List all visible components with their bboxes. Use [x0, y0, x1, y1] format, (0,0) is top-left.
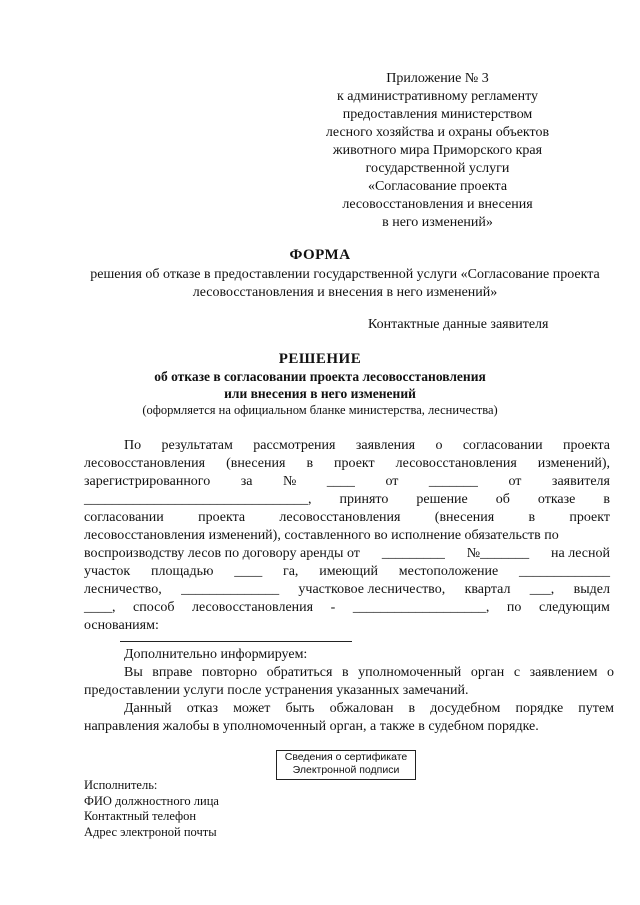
word: имеющий	[319, 564, 378, 579]
word: результатам	[161, 438, 233, 453]
word: лесовосстановления	[192, 600, 314, 615]
word: способ	[133, 600, 175, 615]
appendix-line: лесовосстановления и внесения	[342, 197, 533, 212]
word: порядке	[515, 701, 564, 716]
word: По	[124, 438, 142, 453]
executor-block	[84, 778, 219, 840]
word: в	[341, 665, 349, 680]
word: отказе	[537, 492, 576, 507]
word: лесовосстановления	[395, 456, 517, 471]
word: в	[408, 701, 416, 716]
word: заявителя	[551, 474, 610, 489]
word: согласовании	[84, 510, 164, 525]
appendix-line: в него изменений»	[382, 215, 493, 230]
word: в	[306, 456, 314, 471]
word: путем	[578, 701, 614, 716]
word: может	[233, 701, 271, 716]
blank-field: ____	[234, 564, 263, 579]
word: орган	[470, 665, 505, 680]
word: участковое лесничество,	[298, 582, 446, 597]
word: (внесения	[434, 510, 495, 525]
appendix-line: лесного хозяйства и охраны объектов	[325, 125, 550, 140]
word: по	[506, 600, 522, 615]
word: об	[495, 492, 510, 507]
word: проект	[334, 456, 375, 471]
appendix-line: предоставления министерством	[342, 107, 533, 122]
word: повторно	[201, 665, 258, 680]
word: Данный	[124, 701, 172, 716]
body-line	[84, 545, 610, 563]
word: местоположение	[398, 564, 499, 579]
word: следующим	[538, 600, 610, 615]
word: -	[330, 600, 336, 615]
signature-certificate-box	[276, 750, 416, 780]
blank-field: ____,	[84, 600, 116, 615]
blank-field: ___________________,	[352, 600, 490, 615]
additional-line	[84, 700, 614, 718]
word: с	[513, 665, 521, 680]
body-line: лесовосстановления изменений), составленного во исполнение обязательств по	[84, 528, 559, 543]
form-subtitle: решения об отказе в предоставлении государственной услуги «Согласование проекта лесовосстановления и внесения в него изменений»	[90, 267, 600, 300]
word: в	[603, 492, 610, 507]
word: участок	[84, 564, 131, 579]
decision-body	[84, 437, 610, 635]
word: обратиться	[266, 665, 333, 680]
additional-line	[84, 664, 614, 682]
appendix-line: животного мира Приморского края	[332, 143, 543, 158]
word: обжалован	[329, 701, 394, 716]
word: выдел	[573, 582, 610, 597]
word: га,	[282, 564, 299, 579]
additional-heading: Дополнительно информируем:	[124, 647, 308, 662]
decision-title: РЕШЕНИЕ	[278, 351, 362, 367]
body-line	[84, 473, 610, 491]
word: уполномоченный	[358, 665, 462, 680]
contact-label: Контактные данные заявителя	[368, 317, 549, 332]
appendix-line: государственной услуги	[365, 161, 510, 176]
word: проекта	[563, 438, 610, 453]
word: о	[607, 665, 614, 680]
word: за	[240, 474, 253, 489]
word: от	[385, 474, 399, 489]
word: заявления	[355, 438, 416, 453]
appendix-header	[300, 70, 575, 232]
word: (внесения	[226, 456, 286, 471]
blank-field: _________	[381, 546, 445, 561]
body-line	[84, 581, 610, 599]
grounds-underline	[120, 641, 352, 642]
blank-field: №_______	[466, 546, 530, 561]
word: решение	[416, 492, 468, 507]
word: заявлением	[529, 665, 598, 680]
body-line	[84, 509, 610, 527]
word: рассмотрения	[253, 438, 336, 453]
word: лесничество,	[84, 582, 162, 597]
word: №	[283, 474, 297, 489]
executor-label: Исполнитель:	[84, 778, 158, 792]
word: Вы	[124, 665, 143, 680]
additional-info	[84, 646, 614, 736]
body-line	[84, 563, 610, 581]
word: о	[435, 438, 443, 453]
word: от	[508, 474, 522, 489]
decision-subtitle-line1: об отказе в согласовании проекта лесовосстановления	[154, 369, 486, 384]
blank-field: ________________________________,	[84, 492, 312, 507]
executor-fio: ФИО должностного лица	[84, 793, 219, 808]
word: проекта	[198, 510, 246, 525]
blank-field: _______	[428, 474, 478, 489]
word: воспроизводству лесов по договору аренды от	[84, 546, 360, 561]
word: на лесной	[551, 546, 610, 561]
decision-note: (оформляется на официальном бланке министерства, лесничества)	[142, 403, 498, 417]
blank-field: _____________	[518, 564, 610, 579]
appendix-line: «Согласование проекта	[367, 179, 508, 194]
form-title: ФОРМА	[289, 247, 351, 263]
word: отказ	[186, 701, 218, 716]
word: лесовосстановления	[279, 510, 401, 525]
body-line	[84, 491, 610, 509]
decision-subtitle-line2: или внесения в него изменений	[224, 386, 416, 401]
body-line	[84, 455, 610, 473]
word: досудебном	[430, 701, 501, 716]
signature-box-line1: Сведения о сертификате	[284, 751, 408, 763]
word: вправе	[152, 665, 193, 680]
executor-phone: Контактный телефон	[84, 809, 197, 823]
word: площадью	[150, 564, 214, 579]
word: согласовании	[462, 438, 543, 453]
blank-field: ___,	[529, 582, 555, 597]
additional-line: направления жалобы в уполномоченный орган, а также в судебном порядке.	[84, 719, 539, 734]
body-line: основаниям:	[84, 618, 159, 633]
executor-email: Адрес электроной почты	[84, 824, 217, 839]
body-line	[84, 599, 610, 617]
word: лесовосстановления	[84, 456, 206, 471]
word: изменений),	[537, 456, 610, 471]
appendix-line: Приложение № 3	[386, 71, 489, 86]
word: проект	[569, 510, 610, 525]
appendix-line: к административному регламенту	[336, 89, 539, 104]
word: в	[528, 510, 536, 525]
blank-field: ____	[326, 474, 355, 489]
decision-heading	[0, 350, 640, 418]
word: быть	[285, 701, 315, 716]
body-line	[84, 437, 610, 455]
word: зарегистрированного	[84, 474, 211, 489]
word: квартал	[464, 582, 511, 597]
blank-field: ______________	[181, 582, 280, 597]
additional-line: предоставлении услуги после устранения указанных замечаний.	[84, 683, 469, 698]
signature-box-line2: Электронной подписи	[292, 764, 400, 776]
word: принято	[339, 492, 389, 507]
